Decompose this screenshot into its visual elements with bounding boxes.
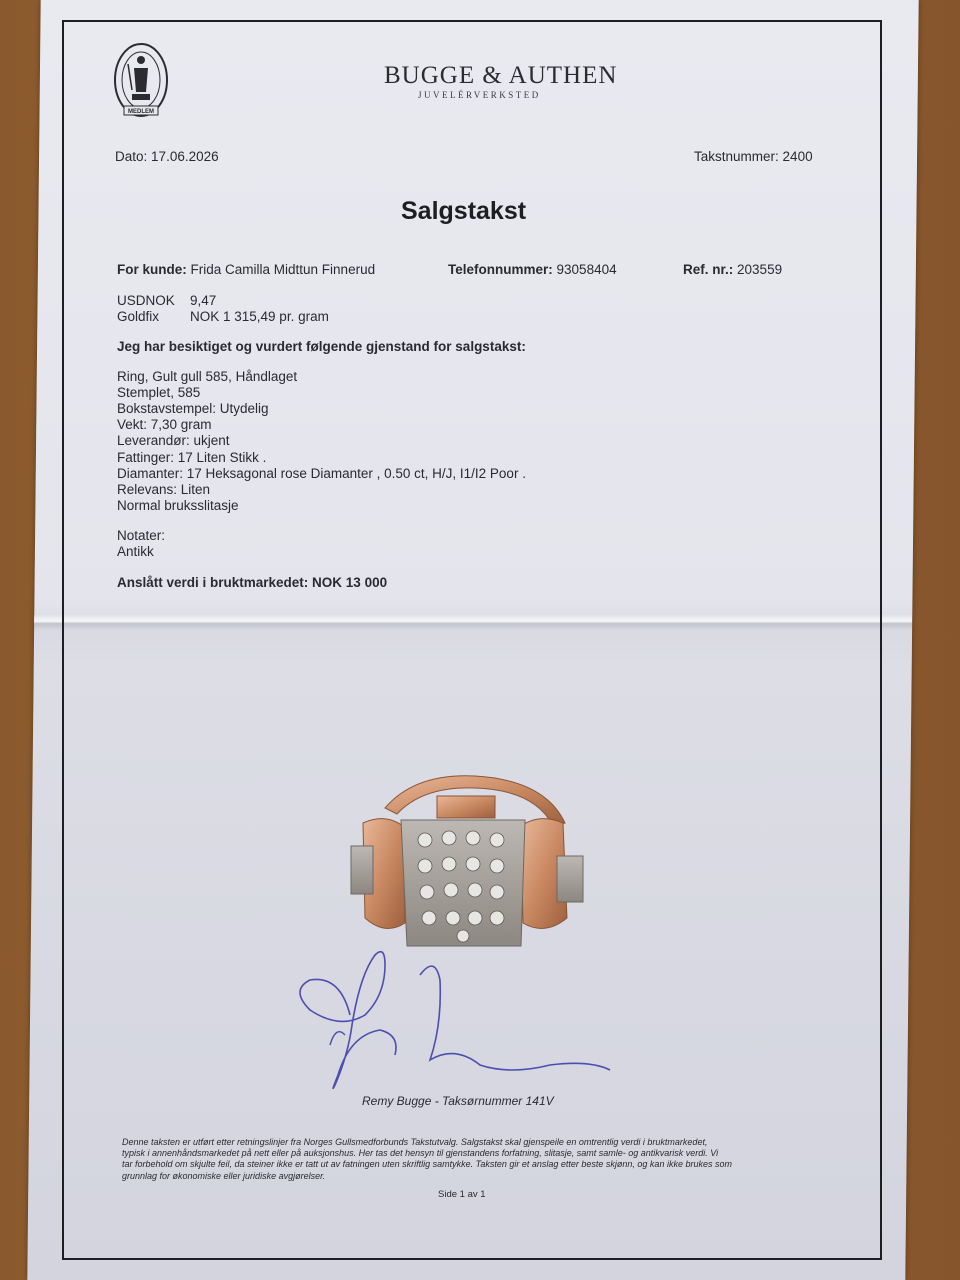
notes-label: Notater: <box>117 528 166 543</box>
takst-value: 2400 <box>782 149 813 164</box>
item-line: Vekt: 7,30 gram <box>117 417 212 432</box>
item-line: Normal bruksslitasje <box>117 498 239 513</box>
brand-subtitle: JUVELÉRVERKSTED <box>418 90 541 100</box>
ref-value: 203559 <box>737 262 783 277</box>
ref-field <box>683 262 782 277</box>
takst-number-field <box>694 149 813 164</box>
item-line: Ring, Gult gull 585, Håndlaget <box>117 369 298 384</box>
disclaimer-line: tar forbehold om skjulte feil, da steiner ikke er tatt ut av fatningen uten skriftlig samtykke. Taksten gir et anslag etter beste skjønn, og kan ikke brukes som <box>122 1159 732 1170</box>
notes-value: Antikk <box>117 544 154 559</box>
ring-photo <box>345 768 585 953</box>
goldfix-label: Goldfix <box>117 309 160 324</box>
item-line: Stemplet, 585 <box>117 385 201 400</box>
date-field <box>115 149 219 164</box>
ref-label: Ref. nr.: <box>683 262 734 277</box>
phone-value: 93058404 <box>556 262 617 277</box>
date-value: 17.06.2026 <box>151 149 219 164</box>
item-line: Diamanter: 17 Heksagonal rose Diamanter , 0.50 ct, H/J, I1/I2 Poor . <box>117 466 526 481</box>
date-label: Dato: <box>115 149 148 164</box>
page-indicator: Side 1 av 1 <box>438 1189 486 1200</box>
phone-field <box>448 262 617 277</box>
phone-label: Telefonnummer: <box>448 262 553 277</box>
inspection-statement: Jeg har besiktiget og vurdert følgende gjenstand for salgstakst: <box>117 339 526 354</box>
signature <box>290 935 630 1105</box>
disclaimer-line: Denne taksten er utført etter retningslinjer fra Norges Gullsmedforbunds Takstutvalg. Salgstakst skal gjenspeile en omtrentlig verdi i bruktmarkedet, <box>122 1137 708 1147</box>
usd-rate-label: USDNOK <box>117 293 175 308</box>
customer-label: For kunde: <box>117 262 187 277</box>
goldsmith-association-seal-logo <box>112 40 170 122</box>
disclaimer-line: grunnlag for økonomiske eller juridiske avgjørelser. <box>122 1170 326 1181</box>
item-line: Fattinger: 17 Liten Stikk . <box>117 450 267 465</box>
document-title: Salgstakst <box>401 197 527 225</box>
item-line: Leverandør: ukjent <box>117 433 230 448</box>
customer-field <box>117 262 375 277</box>
usd-rate-value: 9,47 <box>190 293 217 308</box>
disclaimer <box>122 1137 812 1182</box>
goldfix-value: NOK 1 315,49 pr. gram <box>190 309 329 324</box>
brand-name: BUGGE & AUTHEN <box>384 62 618 89</box>
signature-caption: Remy Bugge - Taksørnummer 141V <box>362 1094 554 1108</box>
disclaimer-line: typisk i annenhåndsmarkedet på nett eller på auksjonshus. Her tas det hensyn til gjenstandens forfatning, slitasje, samt samle- og antikvarisk verdi. Vi <box>122 1148 719 1159</box>
item-line: Bokstavstempel: Utydelig <box>117 401 269 416</box>
customer-name: Frida Camilla Midttun Finnerud <box>190 262 376 277</box>
item-line: Relevans: Liten <box>117 482 211 497</box>
takst-label: Takstnummer: <box>694 149 779 164</box>
estimated-value: Anslått verdi i bruktmarkedet: NOK 13 000 <box>117 575 388 590</box>
svg-text:MEDLEM: MEDLEM <box>128 109 154 115</box>
